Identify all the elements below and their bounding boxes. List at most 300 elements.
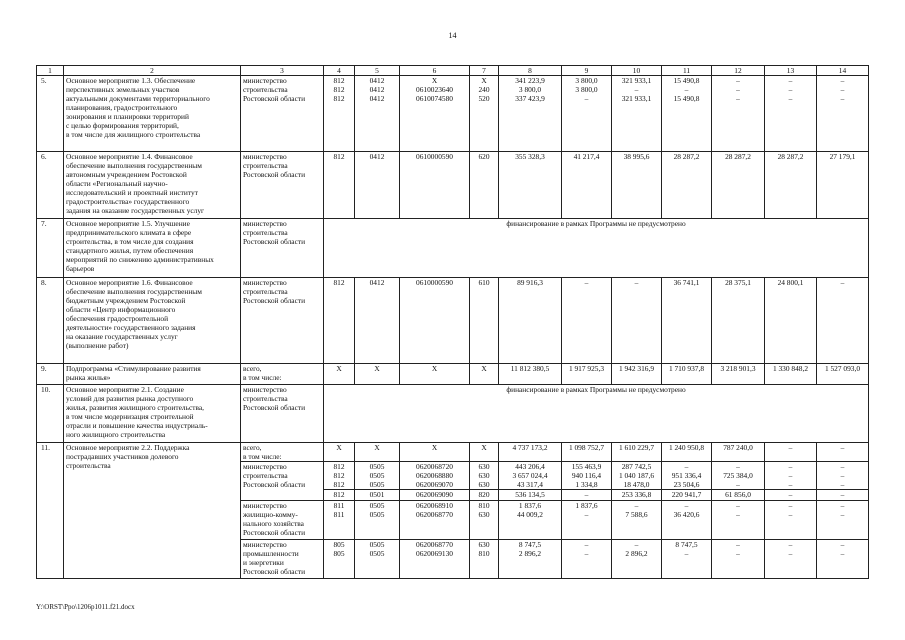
year-2018: 24 800,1 <box>765 278 817 364</box>
cell-line: мероприятий по снижению административных <box>66 255 214 264</box>
year-2019 <box>817 540 869 579</box>
year-2017: 61 856,0 <box>712 490 765 501</box>
year-2017: 3 218 901,3 <box>712 364 765 385</box>
activity-name <box>64 76 241 152</box>
cell-line: – <box>634 501 639 510</box>
cell-line: – <box>788 76 793 85</box>
cell-line: 3 800,0 <box>575 85 598 94</box>
row-number: 10. <box>37 385 64 443</box>
table-row-r8 <box>37 278 869 364</box>
cell-line: 805 <box>333 540 345 549</box>
cell-line: нального хозяйства <box>243 519 304 528</box>
cell-line: 812 <box>333 462 345 471</box>
cell-line: 8 747,5 <box>518 540 542 549</box>
row-number: 5. <box>37 76 64 152</box>
cell-line: 0610074580 <box>416 94 453 103</box>
cell-line: строительства <box>243 287 288 296</box>
year-2016 <box>662 76 712 152</box>
executor <box>241 152 324 219</box>
cell-line: всего, <box>243 443 262 452</box>
cell-line: министерство <box>243 462 287 471</box>
year-2017: 28 287,2 <box>712 152 765 219</box>
cell-line: – <box>788 462 793 471</box>
cell-line: – <box>584 549 589 558</box>
cell-line: в том числе: <box>243 373 282 382</box>
cell-line: 18 478,0 <box>623 480 650 489</box>
year-2015 <box>612 76 662 152</box>
cell-line: 155 463,9 <box>571 462 602 471</box>
cell-line: в том числе для жилищного строительства <box>66 130 201 139</box>
cell-line: 811 <box>333 501 345 510</box>
cell-line: отрасли и повышение качества индустриаль- <box>66 421 208 430</box>
cell-line: – <box>684 462 689 471</box>
cell-line: – <box>684 85 689 94</box>
grbs-code: 812 <box>324 278 355 364</box>
year-2016 <box>662 501 712 540</box>
cell-line: министерство <box>243 385 287 394</box>
footer-file-path: Y:\ORST\Ppo\1206p1011.f21.docx <box>36 603 135 611</box>
executor <box>241 540 324 579</box>
cell-line: строительства <box>243 471 288 480</box>
year-2018 <box>765 540 817 579</box>
cell-line: жилищно-комму- <box>243 510 298 519</box>
column-number-row <box>37 66 869 76</box>
cell-line: 0620068770 <box>416 510 453 519</box>
column-number: 13 <box>765 66 817 76</box>
cell-line: 0620068720 <box>416 462 453 471</box>
total-amount <box>499 501 562 540</box>
cell-line: 43 317,4 <box>517 480 543 489</box>
year-2018: 28 287,2 <box>765 152 817 219</box>
expense-type: 620 <box>470 152 499 219</box>
cell-line: в том числе модернизация строительной <box>66 412 194 421</box>
year-2018 <box>765 501 817 540</box>
cell-line: 812 <box>333 480 345 489</box>
cell-line: – <box>736 94 740 103</box>
cell-line: министерство <box>243 76 287 85</box>
cell-line: 810 <box>478 549 490 558</box>
cell-line: – <box>584 510 589 519</box>
cell-line: 812 <box>333 94 345 103</box>
target-article: 0610000590 <box>400 278 470 364</box>
target-article: 0620069090 <box>400 490 470 501</box>
cell-line: 812 <box>333 85 345 94</box>
grbs-code <box>324 540 355 579</box>
expense-type: Х <box>470 364 499 385</box>
cell-line: 0505 <box>369 549 385 558</box>
activity-name <box>64 278 241 364</box>
cell-line: жилья, развития жилищного строительства, <box>66 403 204 412</box>
cell-line: – <box>840 510 845 519</box>
cell-line: 337 423,9 <box>515 94 545 103</box>
cell-line: 0412 <box>369 94 385 103</box>
cell-line: – <box>840 480 845 489</box>
cell-line: 0412 <box>369 85 385 94</box>
year-2017 <box>712 501 765 540</box>
cell-line: – <box>788 94 793 103</box>
cell-line: 1 837,6 <box>575 501 598 510</box>
cell-line: 2 896,2 <box>625 549 648 558</box>
cell-line: 0610023640 <box>416 85 453 94</box>
cell-line: пострадавших участников долевого <box>66 452 179 461</box>
cell-line: (выполнение работ) <box>66 341 129 350</box>
cell-line: обеспечение выполнения государственным <box>66 287 202 296</box>
year-2014: 1 917 925,3 <box>562 364 612 385</box>
target-article <box>400 540 470 579</box>
cell-line: строительства <box>243 161 288 170</box>
year-2016: 28 287,2 <box>662 152 712 219</box>
cell-line: области «Региональный научно- <box>66 179 168 188</box>
cell-line: 630 <box>478 540 490 549</box>
expense-type <box>470 501 499 540</box>
cell-line: строительства <box>66 461 111 470</box>
total-amount: 4 737 173,2 <box>499 443 562 462</box>
year-2015: – <box>612 278 662 364</box>
column-number: 7 <box>470 66 499 76</box>
cell-line: 321 933,1 <box>621 76 652 85</box>
column-number: 6 <box>400 66 470 76</box>
cell-line: министерство <box>243 501 287 510</box>
year-2019 <box>817 501 869 540</box>
column-number: 5 <box>355 66 400 76</box>
cell-line: 951 336,4 <box>671 471 702 480</box>
cell-line: условий для развития рынка доступного <box>66 394 194 403</box>
executor <box>241 462 324 501</box>
year-2019 <box>817 462 869 490</box>
total-amount: 355 328,3 <box>499 152 562 219</box>
column-number: 3 <box>241 66 324 76</box>
target-article <box>400 76 470 152</box>
executor <box>241 385 324 443</box>
cell-line: 240 <box>478 85 490 94</box>
column-number: 4 <box>324 66 355 76</box>
cell-line: 8 747,5 <box>675 540 698 549</box>
column-number: 10 <box>612 66 662 76</box>
year-2018: – <box>765 490 817 501</box>
section-code <box>355 462 400 490</box>
cell-line: Основное мероприятие 2.1. Создание <box>66 385 184 394</box>
total-amount: 89 916,3 <box>499 278 562 364</box>
expense-type: 820 <box>470 490 499 501</box>
cell-line: 940 116,4 <box>571 471 602 480</box>
cell-line: 36 420,6 <box>673 510 700 519</box>
cell-line: 520 <box>478 94 490 103</box>
cell-line: Х <box>431 76 438 85</box>
column-number: 12 <box>712 66 765 76</box>
cell-line: предпринимательского климата в сфере <box>66 228 192 237</box>
column-number: 8 <box>499 66 562 76</box>
year-2014 <box>562 462 612 490</box>
year-2017 <box>712 462 765 490</box>
executor <box>241 76 324 152</box>
cell-line: строительства, в том числе для создания <box>66 237 194 246</box>
cell-line: 3 800,0 <box>518 85 542 94</box>
cell-line: и энергетики <box>243 558 284 567</box>
cell-line: – <box>634 85 639 94</box>
activity-name <box>64 385 241 443</box>
cell-line: министерство <box>243 219 287 228</box>
financing-note: финансирование в рамках Программы не предусмотрено <box>324 219 869 278</box>
cell-line: 443 206,4 <box>515 462 545 471</box>
cell-line: – <box>584 540 589 549</box>
cell-line: обеспечение выполнения государственным <box>66 161 202 170</box>
cell-line: 0505 <box>369 510 385 519</box>
cell-line: 630 <box>478 471 490 480</box>
cell-line: – <box>840 76 845 85</box>
grbs-code: 812 <box>324 152 355 219</box>
cell-line: Основное мероприятие 1.6. Финансовое <box>66 278 193 287</box>
year-2018 <box>765 76 817 152</box>
target-article <box>400 501 470 540</box>
cell-line: ного жилищного строительства <box>66 430 166 439</box>
cell-line: промышленности <box>243 549 299 558</box>
year-2015: 1 942 316,9 <box>612 364 662 385</box>
cell-line: Х <box>481 76 487 85</box>
cell-line: 630 <box>478 462 490 471</box>
cell-line: 0505 <box>369 480 385 489</box>
cell-line: 0412 <box>369 76 385 85</box>
cell-line: на оказание государственных услуг <box>66 332 178 341</box>
cell-line: 3 657 024,4 <box>512 471 548 480</box>
year-2016 <box>662 462 712 490</box>
cell-line: 0620069070 <box>416 480 453 489</box>
cell-line: Основное мероприятие 1.4. Финансовое <box>66 152 193 161</box>
cell-line: 1 040 187,6 <box>618 471 655 480</box>
year-2017 <box>712 76 765 152</box>
year-2019: 27 179,1 <box>817 152 869 219</box>
section-code: Х <box>355 364 400 385</box>
total-amount: 11 812 380,5 <box>499 364 562 385</box>
section-code: 0412 <box>355 278 400 364</box>
cell-line: – <box>736 480 740 489</box>
cell-line: 0505 <box>369 540 385 549</box>
executor <box>241 443 324 462</box>
cell-line: Подпрограмма «Стимулирование развития <box>66 364 201 373</box>
grbs-code: Х <box>324 364 355 385</box>
cell-line: – <box>736 85 740 94</box>
cell-line: Ростовской области <box>243 94 306 103</box>
cell-line: исследовательский и проектный институт <box>66 188 198 197</box>
cell-line: зонирования и планировки территорий <box>66 112 189 121</box>
cell-line: – <box>840 549 845 558</box>
cell-line: министерство <box>243 278 287 287</box>
cell-line: – <box>634 540 639 549</box>
year-2017: 28 375,1 <box>712 278 765 364</box>
cell-line: области «Центр информационного <box>66 305 176 314</box>
total-amount <box>499 540 562 579</box>
cell-line: стандартного жилья, путем обеспечения <box>66 246 194 255</box>
year-2015: 38 995,6 <box>612 152 662 219</box>
cell-line: 0505 <box>369 462 385 471</box>
cell-line: барьеров <box>66 264 95 273</box>
grbs-code <box>324 501 355 540</box>
financing-note: финансирование в рамках Программы не предусмотрено <box>324 385 869 443</box>
cell-line: 0505 <box>369 471 385 480</box>
cell-line: 805 <box>333 549 345 558</box>
cell-line: планирования, градостроительного <box>66 103 178 112</box>
year-2017 <box>712 540 765 579</box>
year-2016 <box>662 540 712 579</box>
expense-type <box>470 462 499 490</box>
cell-line: всего, <box>243 364 262 373</box>
cell-line: – <box>684 549 689 558</box>
year-2014 <box>562 501 612 540</box>
target-article: Х <box>400 364 470 385</box>
cell-line: – <box>788 471 793 480</box>
cell-line: 0620068910 <box>416 501 453 510</box>
cell-line: – <box>840 85 845 94</box>
cell-line: 812 <box>333 76 345 85</box>
cell-line: 0620068880 <box>416 471 453 480</box>
year-2014: 1 098 752,7 <box>562 443 612 462</box>
cell-line: деятельности» государственного задания <box>66 323 196 332</box>
cell-line: с целью формирования территорий, <box>66 121 179 130</box>
cell-line: в том числе: <box>243 452 282 461</box>
cell-line: 2 896,2 <box>518 549 542 558</box>
year-2014 <box>562 76 612 152</box>
year-2019 <box>817 76 869 152</box>
cell-line: градостроительства» государственного <box>66 197 190 206</box>
cell-line: строительства <box>243 228 288 237</box>
year-2016: 1 240 950,8 <box>662 443 712 462</box>
table-row-r5 <box>37 76 869 152</box>
cell-line: 3 800,0 <box>575 76 598 85</box>
cell-line: министерство <box>243 540 287 549</box>
grbs-code <box>324 76 355 152</box>
year-2017: 787 240,0 <box>712 443 765 462</box>
cell-line: 1 334,8 <box>575 480 598 489</box>
executor <box>241 501 324 540</box>
cell-line: 0505 <box>369 501 385 510</box>
target-article: 0610000590 <box>400 152 470 219</box>
column-number: 2 <box>64 66 241 76</box>
section-code <box>355 76 400 152</box>
section-code: 0501 <box>355 490 400 501</box>
cell-line: 341 223,9 <box>515 76 545 85</box>
total-amount <box>499 76 562 152</box>
cell-line: – <box>840 94 845 103</box>
year-2015 <box>612 462 662 490</box>
cell-line: 630 <box>478 510 490 519</box>
grbs-code: Х <box>324 443 355 462</box>
expense-type <box>470 76 499 152</box>
total-amount <box>499 462 562 490</box>
year-2014: 41 217,4 <box>562 152 612 219</box>
activity-name <box>64 219 241 278</box>
activity-name <box>64 443 241 579</box>
cell-line: – <box>788 540 793 549</box>
table-row-r7 <box>37 219 869 278</box>
cell-line: 1 837,6 <box>518 501 542 510</box>
year-2016: 220 941,7 <box>662 490 712 501</box>
cell-line: Ростовской области <box>243 480 306 489</box>
cell-line: – <box>736 540 740 549</box>
row-number: 8. <box>37 278 64 364</box>
table-row-r10 <box>37 385 869 443</box>
executor <box>241 278 324 364</box>
grbs-code <box>324 462 355 490</box>
expense-type: Х <box>470 443 499 462</box>
year-2018: – <box>765 443 817 462</box>
target-article <box>400 462 470 490</box>
year-2019: – <box>817 490 869 501</box>
year-2015 <box>612 540 662 579</box>
cell-line: актуальными документами территориального <box>66 94 210 103</box>
cell-line: Ростовской области <box>243 403 306 412</box>
cell-line: 15 490,8 <box>673 76 700 85</box>
cell-line: 812 <box>333 471 345 480</box>
cell-line: перспективных земельных участков <box>66 85 180 94</box>
year-2014 <box>562 540 612 579</box>
expense-type <box>470 540 499 579</box>
cell-line: – <box>840 462 845 471</box>
row-number: 11. <box>37 443 64 579</box>
executor <box>241 364 324 385</box>
cell-line: – <box>788 510 793 519</box>
table-row-r9 <box>37 364 869 385</box>
cell-line: – <box>736 501 740 510</box>
executor <box>241 219 324 278</box>
year-2015: 253 336,8 <box>612 490 662 501</box>
cell-line: автономным учреждением Ростовской <box>66 170 187 179</box>
grbs-code: 812 <box>324 490 355 501</box>
year-2015 <box>612 501 662 540</box>
cell-line: Ростовской области <box>243 528 306 537</box>
page-number: 14 <box>448 31 457 40</box>
budget-table <box>36 65 869 579</box>
cell-line: 0620068770 <box>416 540 453 549</box>
activity-name <box>64 152 241 219</box>
section-code: 0412 <box>355 152 400 219</box>
cell-line: Основное мероприятие 1.5. Улучшение <box>66 219 190 228</box>
column-number: 14 <box>817 66 869 76</box>
cell-line: задания на оказание государственных услуг <box>66 206 205 215</box>
cell-line: Ростовской области <box>243 170 306 179</box>
cell-line: – <box>736 549 740 558</box>
section-code <box>355 501 400 540</box>
cell-line: 23 504,6 <box>673 480 700 489</box>
cell-line: рынка жилья» <box>66 373 111 382</box>
year-2019: 1 527 093,0 <box>817 364 869 385</box>
cell-line: – <box>584 94 589 103</box>
table-row-r11-total <box>37 443 869 462</box>
cell-line: 0620069130 <box>416 549 453 558</box>
cell-line: обеспечения градостроительной <box>66 314 169 323</box>
cell-line: 725 384,0 <box>723 471 753 480</box>
cell-line: 7 588,6 <box>625 510 648 519</box>
cell-line: 810 <box>478 501 490 510</box>
cell-line: 287 742,5 <box>621 462 652 471</box>
cell-line: – <box>840 471 845 480</box>
cell-line: – <box>788 480 793 489</box>
year-2019: – <box>817 443 869 462</box>
cell-line: 15 490,8 <box>673 94 700 103</box>
activity-name <box>64 364 241 385</box>
year-2018: 1 330 848,2 <box>765 364 817 385</box>
column-number: 11 <box>662 66 712 76</box>
cell-line: – <box>684 501 689 510</box>
table-row-r6 <box>37 152 869 219</box>
year-2016: 1 710 937,8 <box>662 364 712 385</box>
column-number: 1 <box>37 66 64 76</box>
cell-line: Основное мероприятие 2.2. Поддержка <box>66 443 190 452</box>
cell-line: – <box>788 501 793 510</box>
expense-type: 610 <box>470 278 499 364</box>
row-number: 6. <box>37 152 64 219</box>
cell-line: Ростовской области <box>243 567 306 576</box>
section-code <box>355 540 400 579</box>
section-code: Х <box>355 443 400 462</box>
